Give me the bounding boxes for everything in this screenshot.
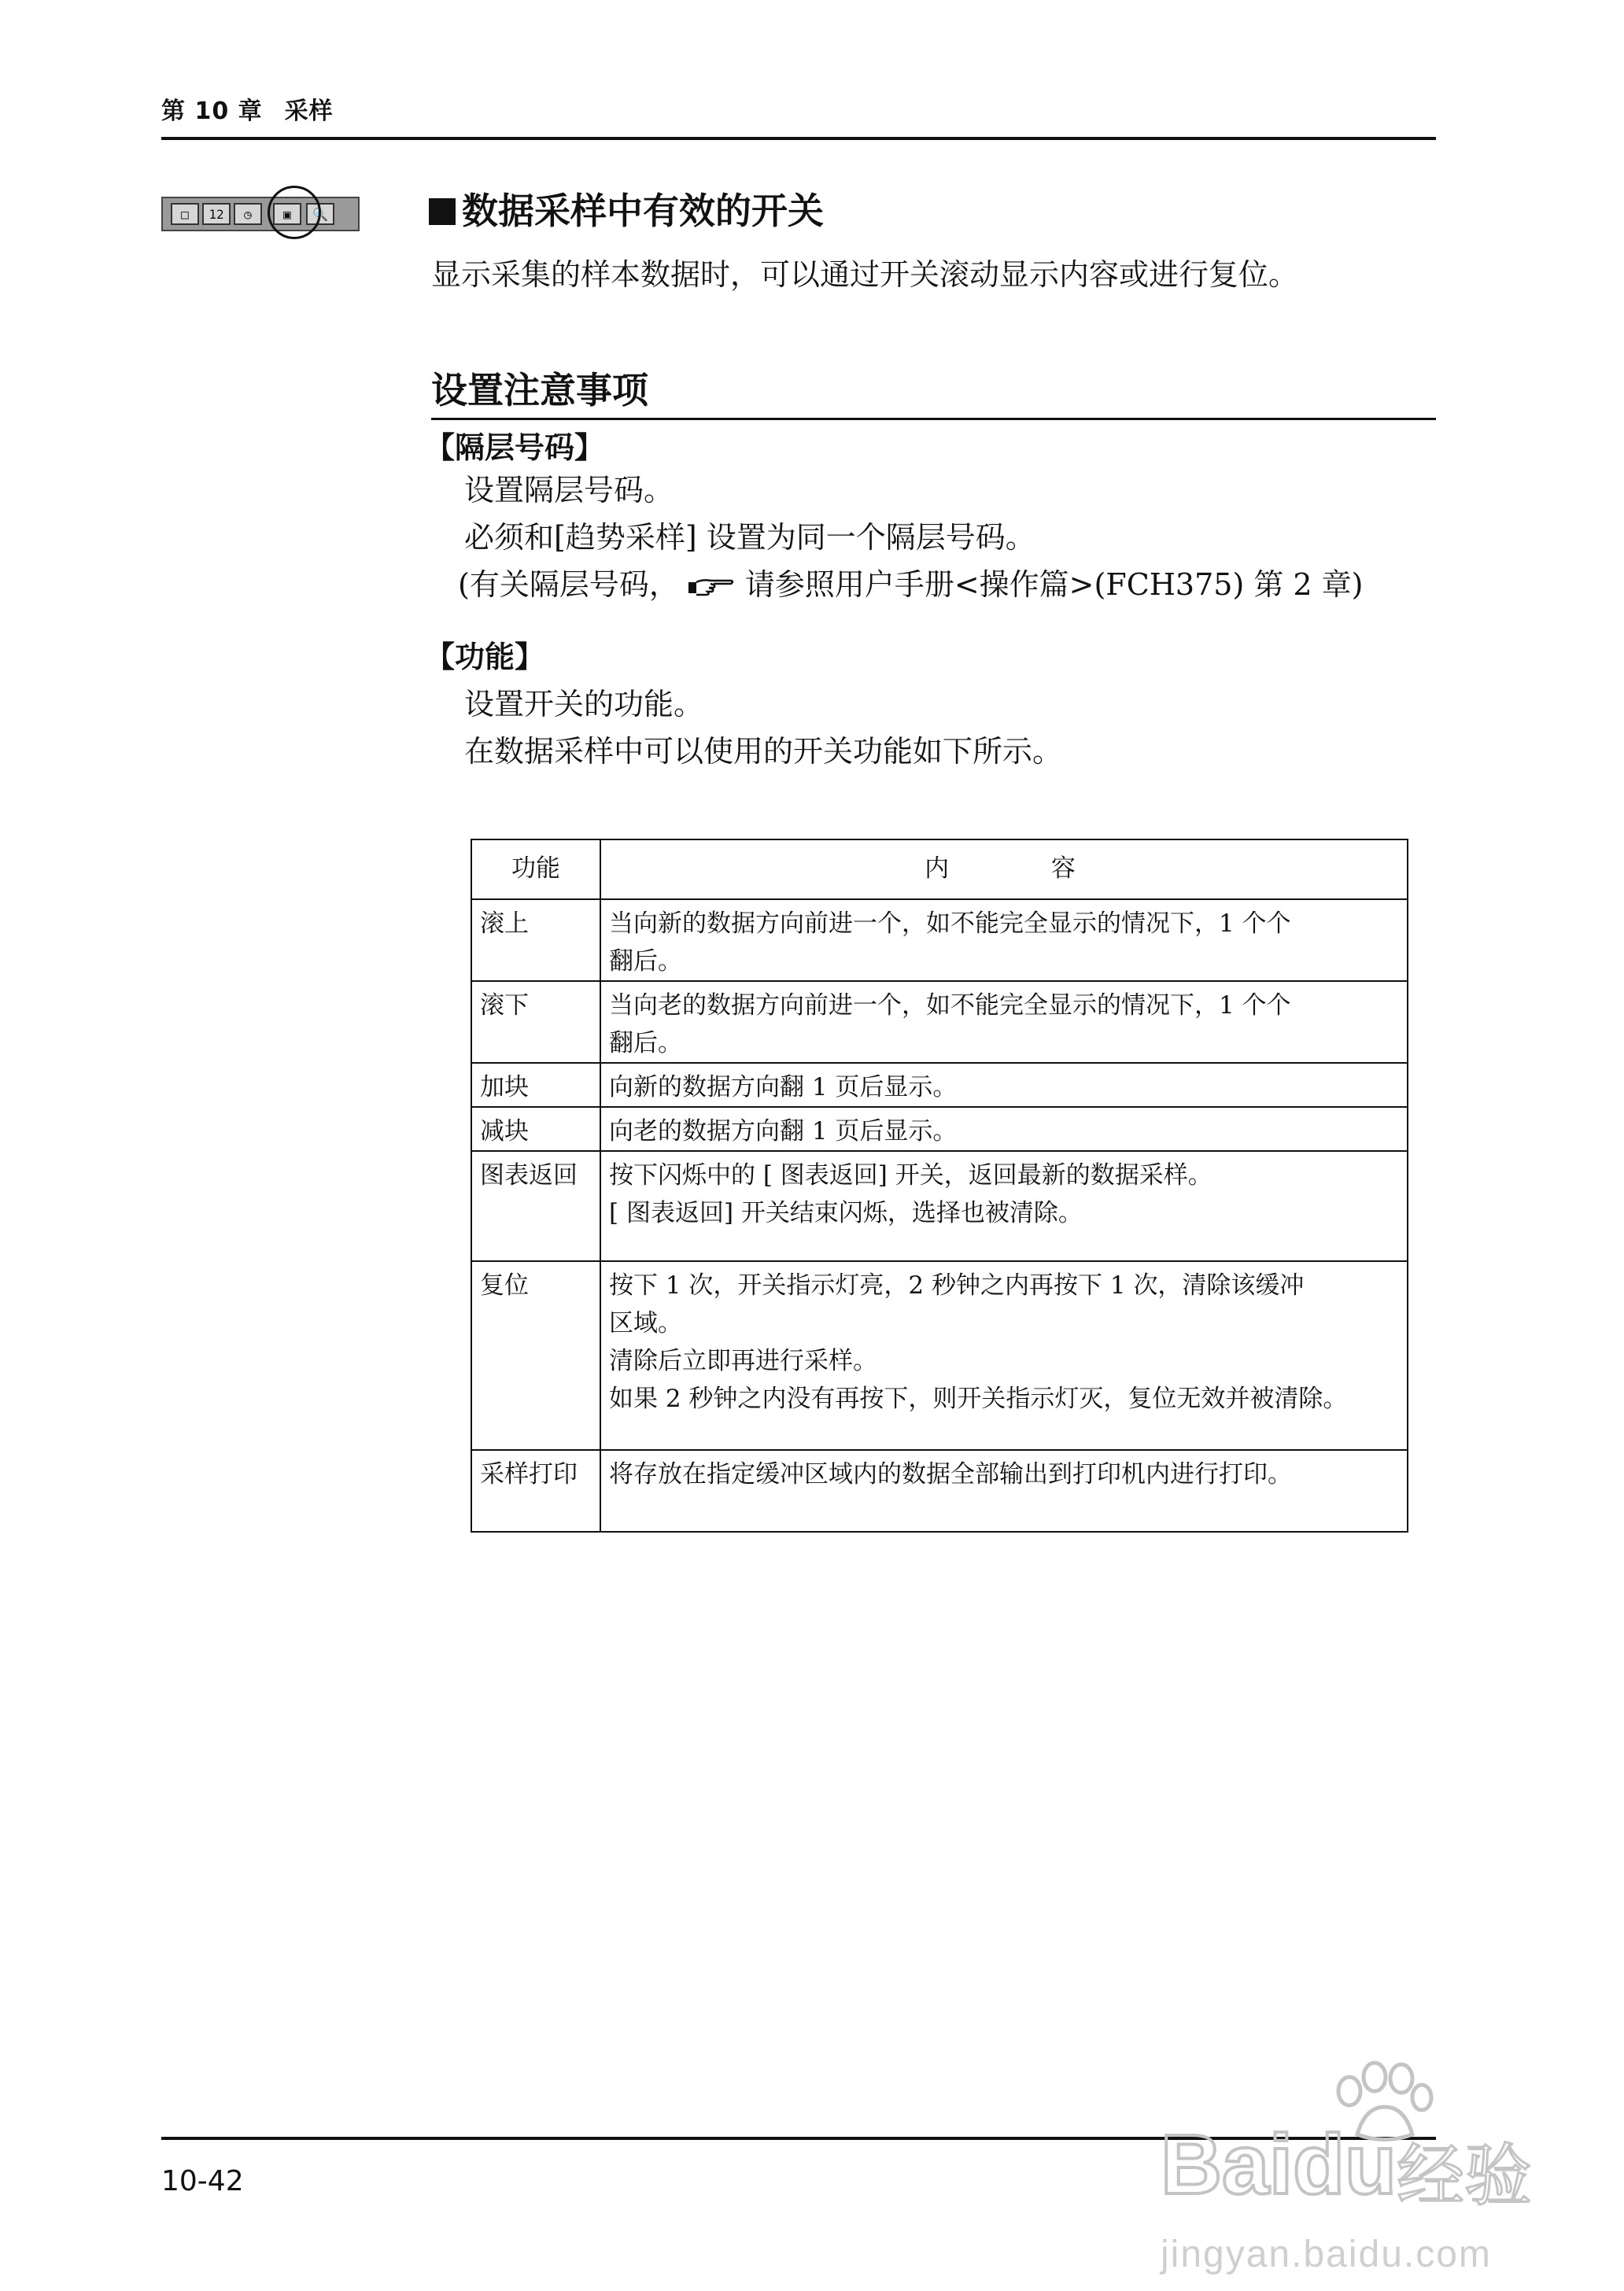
header-content: 内 容	[600, 839, 1408, 899]
section-intro: 显示采集的样本数据时，可以通过开关滚动显示内容或进行复位。	[431, 257, 1299, 292]
data-sampling-switch-icon: ▣	[273, 203, 301, 225]
highlight-circle	[268, 186, 321, 239]
magnifier-icon: 🔍	[306, 203, 334, 225]
row-function: 滚下	[471, 981, 600, 1063]
layer-line-2: 必须和[趋势采样] 设置为同一个隔层号码。	[464, 520, 1035, 555]
table-row	[471, 1450, 1408, 1532]
table-row	[471, 1151, 1408, 1261]
chapter-title: 采样	[284, 98, 334, 125]
layer-reference: (有关隔层号码， 请参照用户手册<操作篇>(FCH375) 第 2 章)	[458, 567, 1364, 602]
pointing-hand-icon	[687, 574, 737, 598]
table-row	[471, 1261, 1408, 1450]
chapter-number: 第 10 章	[161, 98, 263, 125]
row-function: 采样打印	[471, 1450, 600, 1532]
settings-rule	[431, 418, 1436, 420]
digital-display-icon: 12	[202, 203, 231, 225]
page-number: 10-42	[161, 2165, 244, 2197]
settings-title: 设置注意事项	[431, 369, 648, 411]
row-content: 当向新的数据方向前进一个，如不能完全显示的情况下，1 个个 翻后。	[600, 899, 1408, 981]
row-function: 加块	[471, 1063, 600, 1107]
row-content: 当向老的数据方向前进一个，如不能完全显示的情况下，1 个个 翻后。	[600, 981, 1408, 1063]
watermark-brand-cn: 经验	[1397, 2137, 1532, 2215]
header-rule	[161, 137, 1436, 140]
table-row	[471, 1107, 1408, 1151]
function-heading: 【功能】	[425, 640, 545, 674]
row-function: 滚上	[471, 899, 600, 981]
row-content: 将存放在指定缓冲区域内的数据全部输出到打印机内进行打印。	[600, 1450, 1408, 1532]
row-content: 按下闪烁中的 [ 图表返回] 开关，返回最新的数据采样。 [ 图表返回] 开关结束闪烁，选择也被清除。	[600, 1151, 1408, 1261]
watermark-brand: Baidu	[1161, 2116, 1397, 2212]
row-function: 复位	[471, 1261, 600, 1450]
table-row	[471, 1063, 1408, 1107]
row-function: 图表返回	[471, 1151, 600, 1261]
row-content: 向老的数据方向翻 1 页后显示。	[600, 1107, 1408, 1151]
chapter-header	[161, 91, 334, 126]
timer-icon: ◷	[234, 203, 262, 225]
table-header-row	[471, 839, 1408, 899]
toolbar-strip	[161, 197, 360, 231]
header-function: 功能	[471, 839, 600, 899]
row-function: 减块	[471, 1107, 600, 1151]
layer-line-1: 设置隔层号码。	[464, 473, 674, 507]
switch-function-table	[471, 839, 1408, 1533]
section-title: 数据采样中有效的开关	[429, 183, 824, 234]
watermark-url: jingyan.baidu.com	[1161, 2234, 1492, 2275]
table-row	[471, 899, 1408, 981]
black-square-bullet-icon	[429, 198, 456, 225]
function-line-2: 在数据采样中可以使用的开关功能如下所示。	[464, 734, 1063, 769]
layer-number-heading: 【隔层号码】	[425, 430, 605, 465]
baidu-watermark	[1137, 2060, 1546, 2280]
row-content: 按下 1 次，开关指示灯亮，2 秒钟之内再按下 1 次，清除该缓冲 区域。 清除后立即再进行采样。 如果 2 秒钟之内没有再按下，则开关指示灯灭，复位无效并被清除。	[600, 1261, 1408, 1450]
table-row	[471, 981, 1408, 1063]
row-content: 向新的数据方向翻 1 页后显示。	[600, 1063, 1408, 1107]
window-icon: □	[171, 203, 199, 225]
function-line-1: 设置开关的功能。	[464, 687, 704, 721]
